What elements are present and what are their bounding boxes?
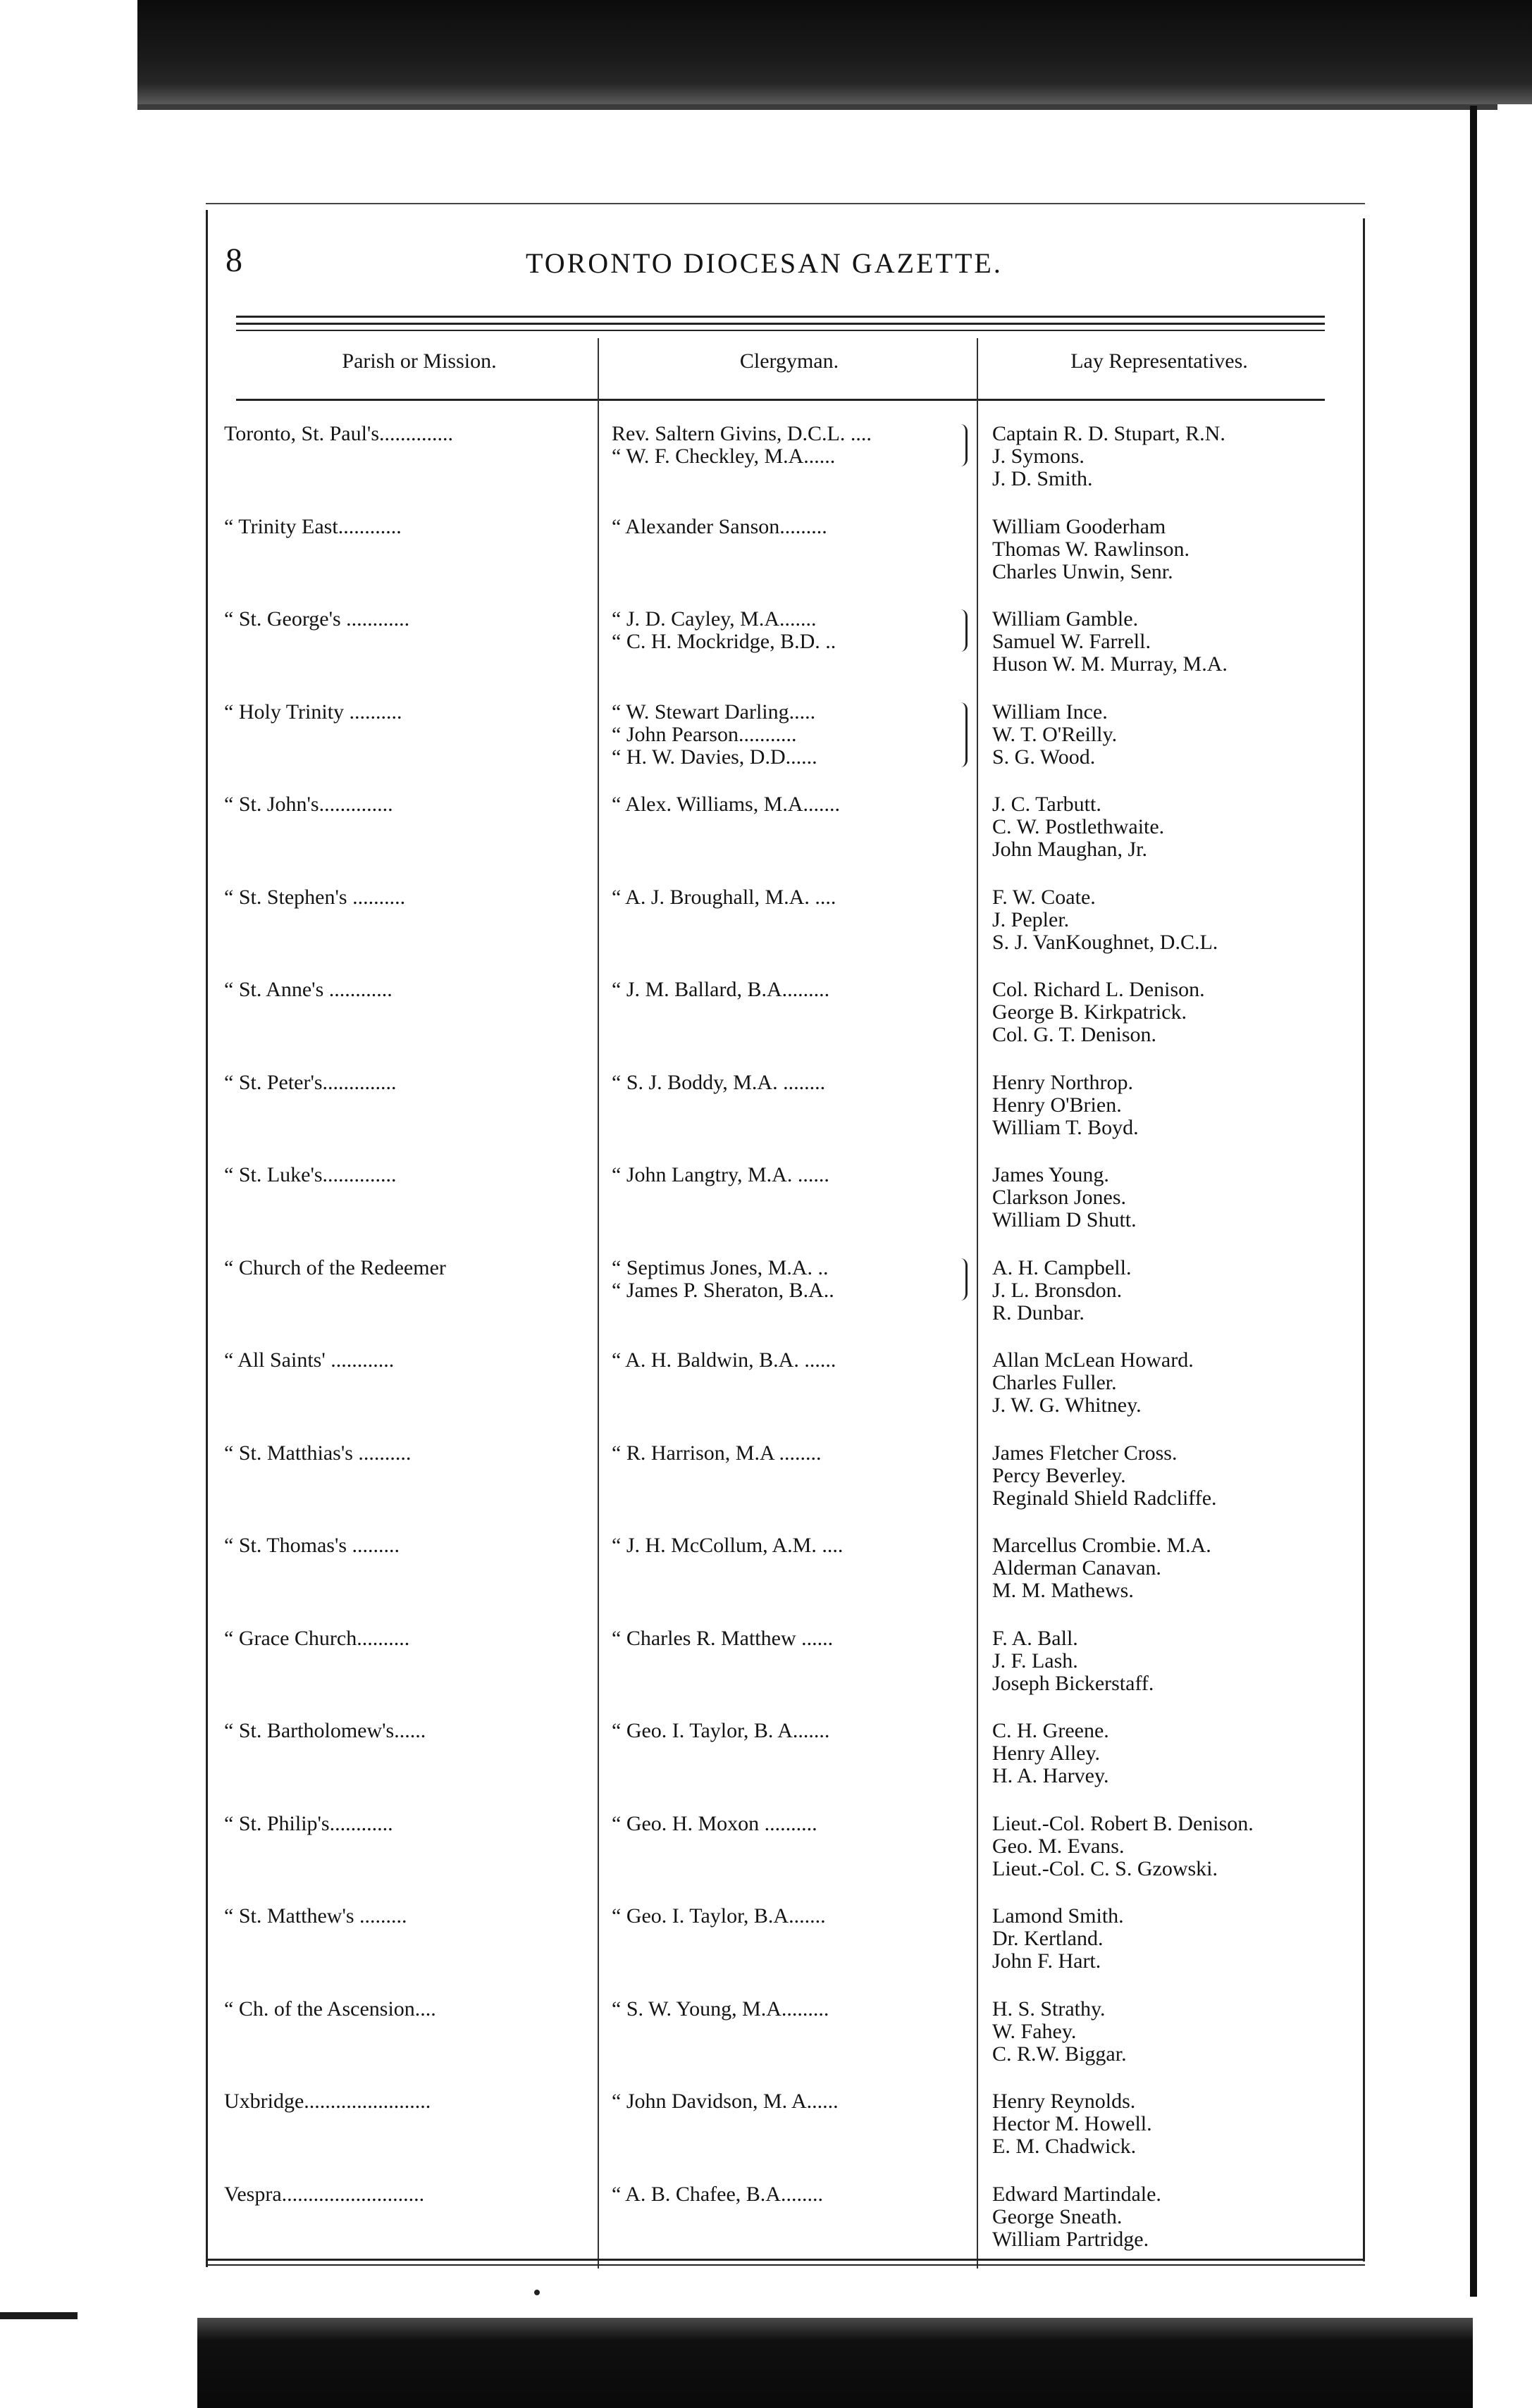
lay-representative-name: William D Shutt. [992, 1208, 1137, 1231]
lay-representative-name: Hector M. Howell. [992, 2112, 1152, 2135]
lay-representative-name: A. H. Campbell. [992, 1256, 1132, 1279]
lay-representative-name: Henry Northrop. [992, 1071, 1133, 1094]
brace-mark [958, 424, 968, 466]
parish-name: “ St. Matthias's .......... [224, 1441, 412, 1465]
column-divider-1 [598, 338, 599, 2269]
clergyman-name: “ Septimus Jones, M.A. .. [612, 1256, 829, 1279]
lay-representative-name: C. W. Postlethwaite. [992, 815, 1165, 838]
parish-name: “ St. George's ............ [224, 607, 410, 631]
lay-representative-name: Alderman Canavan. [992, 1556, 1161, 1580]
lay-representative-name: J. Pepler. [992, 908, 1070, 931]
parish-name: “ St. Peter's.............. [224, 1071, 397, 1094]
parish-name: “ St. Bartholomew's...... [224, 1719, 426, 1742]
clergyman-list [612, 793, 840, 816]
parish-name: “ St. Philip's............ [224, 1812, 393, 1835]
clergyman-list [612, 1720, 829, 1742]
header-rule-3 [236, 330, 1325, 331]
lay-representatives-list [992, 1720, 1109, 1787]
lay-representative-name: F. A. Ball. [992, 1627, 1078, 1650]
clergyman-list [612, 1257, 834, 1302]
lay-representatives-list [992, 1072, 1139, 1139]
parish-name: “ St. Stephen's .......... [224, 886, 406, 909]
running-head: TORONTO DIOCESAN GAZETTE. [526, 247, 1003, 279]
lay-representatives-list [992, 886, 1218, 954]
clergyman-name: “ J. D. Cayley, M.A....... [612, 607, 817, 631]
clergyman-list [612, 701, 817, 769]
lay-representative-name: C. H. Greene. [992, 1719, 1109, 1742]
lay-representative-name: Clarkson Jones. [992, 1186, 1126, 1209]
lay-representative-name: J. L. Bronsdon. [992, 1279, 1123, 1302]
lay-representative-name: Reginald Shield Radcliffe. [992, 1487, 1217, 1510]
lay-representative-name: Col. Richard L. Denison. [992, 978, 1205, 1001]
clergyman-name: “ A. J. Broughall, M.A. .... [612, 886, 836, 909]
clergyman-name: “ John Davidson, M. A...... [612, 2090, 839, 2113]
page-top-rule [206, 203, 1365, 204]
clergyman-list [612, 1164, 829, 1186]
scan-border-bottom [197, 2318, 1473, 2408]
clergyman-list [612, 608, 836, 653]
scan-border-top [137, 0, 1532, 104]
clergyman-list [612, 1627, 833, 1650]
lay-representative-name: William Ince. [992, 700, 1108, 724]
scan-mark-bottom-left [0, 2312, 78, 2319]
lay-representative-name: John Maughan, Jr. [992, 838, 1147, 861]
parish-name: Toronto, St. Paul's.............. [224, 422, 453, 445]
lay-representative-name: Lieut.-Col. C. S. Gzowski. [992, 1857, 1218, 1880]
lay-representative-name: Charles Fuller. [992, 1371, 1117, 1394]
clergyman-name: “ John Langtry, M.A. ...... [612, 1163, 829, 1186]
parish-name: Uxbridge........................ [224, 2090, 431, 2113]
lay-representative-name: Henry Alley. [992, 1742, 1101, 1765]
clergyman-list [612, 2183, 823, 2206]
page-number: 8 [226, 242, 242, 279]
clergyman-name: “ Geo. H. Moxon .......... [612, 1812, 817, 1835]
clergyman-list [612, 886, 836, 909]
lay-representative-name: George Sneath. [992, 2205, 1123, 2228]
lay-representatives-list [992, 1164, 1137, 1231]
column-head-lay: Lay Representatives. [1070, 349, 1248, 373]
lay-representatives-list [992, 1349, 1194, 1417]
lay-representative-name: M. M. Mathews. [992, 1579, 1134, 1602]
lay-representative-name: Thomas W. Rawlinson. [992, 538, 1190, 561]
scan-border-top-edge [137, 104, 1497, 110]
lay-representative-name: Henry O'Brien. [992, 1093, 1122, 1117]
column-head-rule [236, 399, 1325, 401]
lay-representatives-list [992, 1998, 1127, 2066]
lay-representatives-list [992, 516, 1190, 583]
page-bottom-rule-2 [206, 2264, 1365, 2266]
clergyman-name: “ Alexander Sanson......... [612, 515, 827, 538]
lay-representatives-list [992, 608, 1228, 676]
lay-representatives-list [992, 701, 1117, 769]
clergyman-name: “ A. B. Chafee, B.A........ [612, 2183, 823, 2206]
brace-mark [958, 609, 968, 652]
lay-representative-name: William Partridge. [992, 2228, 1149, 2251]
clergyman-name: “ James P. Sheraton, B.A.. [612, 1279, 834, 1302]
clergyman-name: “ S. J. Boddy, M.A. ........ [612, 1071, 826, 1094]
clergyman-name: “ S. W. Young, M.A......... [612, 1997, 829, 2021]
lay-representative-name: Henry Reynolds. [992, 2090, 1136, 2113]
lay-representative-name: Percy Beverley. [992, 1464, 1126, 1487]
lay-representative-name: William Gamble. [992, 607, 1139, 631]
header-rule-2 [236, 323, 1325, 325]
parish-name: “ St. Matthew's ......... [224, 1904, 407, 1928]
lay-representative-name: Lamond Smith. [992, 1904, 1124, 1928]
clergyman-name: “ A. H. Baldwin, B.A. ...... [612, 1348, 836, 1372]
clergyman-list [612, 1072, 825, 1094]
clergyman-name: “ J. H. McCollum, A.M. .... [612, 1534, 844, 1557]
lay-representatives-list [992, 1813, 1254, 1880]
parish-name: “ Ch. of the Ascension.... [224, 1997, 436, 2021]
clergyman-list [612, 1442, 821, 1465]
clergyman-list [612, 1905, 826, 1928]
column-head-parish: Parish or Mission. [342, 349, 497, 373]
brace-mark [958, 1258, 968, 1301]
clergyman-list [612, 1813, 817, 1835]
lay-representative-name: James Young. [992, 1163, 1109, 1186]
lay-representative-name: H. S. Strathy. [992, 1997, 1106, 2021]
lay-representative-name: Geo. M. Evans. [992, 1835, 1125, 1858]
page-bottom-rule-1 [206, 2259, 1365, 2261]
lay-representative-name: Marcellus Crombie. M.A. [992, 1534, 1211, 1557]
column-divider-2 [977, 338, 978, 2269]
lay-representative-name: E. M. Chadwick. [992, 2135, 1137, 2158]
header-rule-1 [236, 316, 1325, 318]
clergyman-name: “ John Pearson........... [612, 723, 797, 746]
clergyman-name: “ Alex. Williams, M.A....... [612, 793, 841, 816]
lay-representative-name: Joseph Bickerstaff. [992, 1672, 1154, 1695]
lay-representative-name: James Fletcher Cross. [992, 1441, 1178, 1465]
scan-border-right [1470, 106, 1477, 2297]
clergyman-name: “ Geo. I. Taylor, B.A....... [612, 1904, 826, 1928]
lay-representative-name: William T. Boyd. [992, 1116, 1139, 1139]
clergyman-list [612, 1998, 829, 2021]
parish-name: “ Holy Trinity .......... [224, 700, 402, 724]
clergyman-name: “ Geo. I. Taylor, B. A....... [612, 1719, 830, 1742]
parish-name: “ St. Luke's.............. [224, 1163, 397, 1186]
lay-representative-name: J. F. Lash. [992, 1649, 1078, 1672]
lay-representative-name: Edward Martindale. [992, 2183, 1161, 2206]
clergyman-name: Rev. Saltern Givins, D.C.L. .... [612, 422, 872, 445]
clergyman-name: “ C. H. Mockridge, B.D. .. [612, 630, 836, 653]
scan-speck [534, 2290, 540, 2295]
parish-name: “ St. John's.............. [224, 793, 393, 816]
lay-representative-name: John F. Hart. [992, 1949, 1101, 1973]
lay-representative-name: Captain R. D. Stupart, R.N. [992, 422, 1225, 445]
clergyman-name: “ H. W. Davies, D.D...... [612, 745, 817, 769]
lay-representatives-list [992, 1534, 1211, 1602]
column-head-clergyman: Clergyman. [739, 349, 839, 373]
clergyman-list [612, 423, 872, 468]
lay-representative-name: Charles Unwin, Senr. [992, 560, 1173, 583]
lay-representative-name: C. R.W. Biggar. [992, 2042, 1127, 2066]
lay-representatives-list [992, 1257, 1131, 1324]
lay-representatives-list [992, 1442, 1217, 1510]
lay-representative-name: H. A. Harvey. [992, 1764, 1109, 1787]
lay-representative-name: R. Dunbar. [992, 1301, 1085, 1324]
clergyman-list [612, 1534, 843, 1557]
page-frame-right [1363, 218, 1365, 2261]
clergyman-name: “ W. F. Checkley, M.A...... [612, 445, 836, 468]
lay-representatives-list [992, 1627, 1154, 1695]
lay-representative-name: W. Fahey. [992, 2020, 1077, 2043]
parish-name: “ St. Anne's ............ [224, 978, 393, 1001]
lay-representative-name: Huson W. M. Murray, M.A. [992, 652, 1228, 676]
clergyman-list [612, 1349, 836, 1372]
parish-name: “ Church of the Redeemer [224, 1256, 446, 1279]
clergyman-list [612, 516, 827, 538]
lay-representative-name: George B. Kirkpatrick. [992, 1000, 1187, 1024]
lay-representative-name: Col. G. T. Denison. [992, 1023, 1157, 1046]
brace-mark [958, 702, 968, 767]
lay-representative-name: William Gooderham [992, 515, 1166, 538]
parish-name: “ Grace Church.......... [224, 1627, 410, 1650]
lay-representative-name: F. W. Coate. [992, 886, 1096, 909]
lay-representatives-list [992, 979, 1205, 1046]
clergyman-name: “ J. M. Ballard, B.A......... [612, 978, 830, 1001]
parish-name: Vespra........................... [224, 2183, 425, 2206]
lay-representatives-list [992, 2090, 1152, 2158]
lay-representative-name: Lieut.-Col. Robert B. Denison. [992, 1812, 1254, 1835]
lay-representative-name: Dr. Kertland. [992, 1927, 1104, 1950]
clergyman-list [612, 2090, 839, 2113]
lay-representatives-list [992, 1905, 1124, 1973]
page-frame-left [206, 210, 208, 2267]
lay-representative-name: Allan McLean Howard. [992, 1348, 1194, 1372]
lay-representative-name: J. D. Smith. [992, 467, 1093, 490]
lay-representatives-list [992, 793, 1164, 861]
clergyman-list [612, 979, 829, 1001]
parish-name: “ All Saints' ............ [224, 1348, 395, 1372]
clergyman-name: “ R. Harrison, M.A ........ [612, 1441, 822, 1465]
lay-representative-name: S. G. Wood. [992, 745, 1096, 769]
lay-representative-name: Samuel W. Farrell. [992, 630, 1151, 653]
clergyman-name: “ Charles R. Matthew ...... [612, 1627, 834, 1650]
parish-name: “ Trinity East............ [224, 515, 402, 538]
lay-representative-name: J. C. Tarbutt. [992, 793, 1101, 816]
lay-representative-name: W. T. O'Reilly. [992, 723, 1118, 746]
lay-representative-name: J. W. G. Whitney. [992, 1394, 1142, 1417]
parish-name: “ St. Thomas's ......... [224, 1534, 400, 1557]
lay-representatives-list [992, 423, 1225, 490]
lay-representative-name: J. Symons. [992, 445, 1085, 468]
lay-representative-name: S. J. VanKoughnet, D.C.L. [992, 931, 1218, 954]
clergyman-name: “ W. Stewart Darling..... [612, 700, 816, 724]
lay-representatives-list [992, 2183, 1161, 2251]
